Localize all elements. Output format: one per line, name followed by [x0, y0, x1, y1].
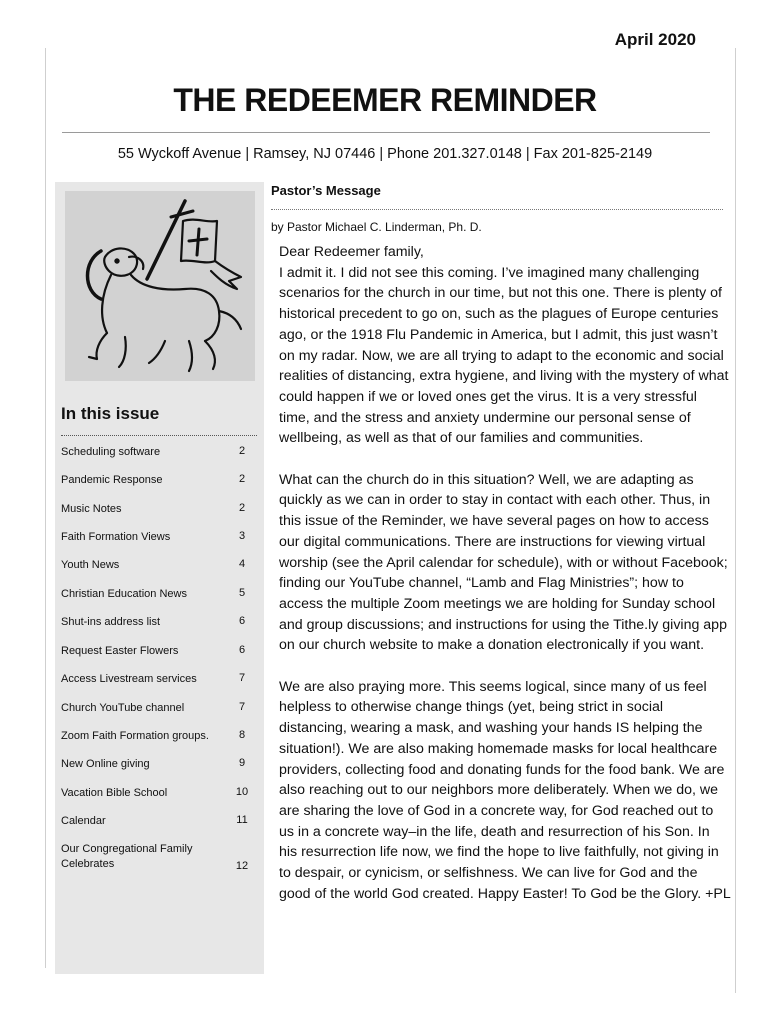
- toc-item-label: Vacation Bible School: [61, 787, 168, 799]
- toc-item[interactable]: [61, 814, 253, 829]
- toc-item[interactable]: [61, 502, 253, 517]
- toc-item[interactable]: [61, 786, 253, 801]
- toc-item-label: Shut-ins address list: [61, 616, 161, 628]
- toc-item[interactable]: [61, 615, 253, 630]
- toc-item-page: 2: [238, 473, 246, 485]
- toc-item-label: Faith Formation Views: [61, 531, 171, 543]
- toc-item[interactable]: [61, 842, 253, 872]
- toc-item[interactable]: [61, 672, 253, 687]
- toc-item-label: Request Easter Flowers: [61, 645, 179, 657]
- toc-item[interactable]: [61, 757, 253, 772]
- article-divider: [271, 209, 723, 210]
- toc-item-page: 7: [238, 701, 246, 713]
- toc-item-label: Church YouTube channel: [61, 702, 185, 714]
- toc-item-label: Music Notes: [61, 503, 122, 515]
- issue-date: April 2020: [614, 30, 696, 49]
- article-paragraph: We are also praying more. This seems logical, since many of us feel helpless to otherwise change things (yet, being strict in social distancing, wearing a mask, and washing your hands IS helping the situation!). We are also making homemade masks for local healthcare providers, collecting food and donating funds for the food bank. We are also reaching out to our neighbors more deliberately. When we do, we are sharing the love of God in a concrete way, for God reached out to us in a concrete way–in the life, death and resurrection of his Son. In his resurrection life now, we find the hope to live faithfully, not giving in to despair, or cynicism, or selfishness. We can live for God and the good of the world God created. Happy Easter! To God be the Glory. +PL: [279, 678, 731, 902]
- toc-divider: [61, 435, 257, 436]
- toc-item-label: Christian Education News: [61, 588, 187, 600]
- article-paragraph: What can the church do in this situation? Well, we are adapting as quickly as we can in order to stay in contact with each other. Thus, in this issue of the Reminder, we have several pages on how to access our digital communications. There are instructions for viewing virtual worship (see the April calendar for schedule), with or without Facebook; finding our YouTube channel, “Lamb and Flag Ministries”; how to access the multiple Zoom meetings we are holding for Sunday school and group discussions; and instructions for using the Tithe.ly giving app on our church website to make a donation electronically if you want.: [279, 471, 728, 654]
- toc-item[interactable]: [61, 644, 253, 659]
- toc-item[interactable]: [61, 558, 253, 573]
- newsletter-title: THE REDEEMER REMINDER: [173, 82, 597, 118]
- toc-item[interactable]: [61, 701, 253, 716]
- toc-heading: In this issue: [61, 404, 160, 423]
- toc-item-label: Scheduling software: [61, 446, 161, 458]
- sidebar: [55, 182, 264, 974]
- toc-item-page: 3: [238, 530, 246, 542]
- toc-item[interactable]: [61, 445, 253, 460]
- toc-item[interactable]: [61, 587, 253, 602]
- toc-item-label: Calendar: [61, 815, 106, 827]
- toc-item-page: 12: [235, 860, 249, 872]
- toc-item-label: Youth News: [61, 559, 120, 571]
- toc-item-page: 11: [236, 814, 248, 826]
- toc-item-page: 5: [238, 587, 246, 599]
- toc-item[interactable]: [61, 530, 253, 545]
- toc-item-label: Our Congregational Family Celebrates: [61, 843, 193, 870]
- article-paragraph: Dear Redeemer family, I admit it. I did not see this coming. I’ve imagined many challenging scenarios for the church in our time, but not this one. There is plenty of historical precedent to go on, such as the plagues of Europe centuries ago, or the 1918 Flu Pandemic in America, but I admit, this just wasn’t on my radar. Now, we are all trying to adapt to the economic and social realities of distancing, extra hygiene, and living with the mystery of what could happen if we or loved ones get the virus. It is a very stressful time, and the stress and anxiety undermine our personal sense of wellbeing, as well as that of our families and communities.: [279, 244, 729, 447]
- toc-item-page: 10: [235, 786, 249, 798]
- toc-item-page: 2: [238, 502, 246, 514]
- left-margin-line: [45, 48, 46, 968]
- toc-item-label: Access Livestream services: [61, 673, 197, 685]
- toc-item-page: 6: [238, 644, 246, 656]
- toc-item-page: 6: [238, 615, 246, 627]
- toc-item-label: Zoom Faith Formation groups.: [61, 730, 209, 742]
- toc-item[interactable]: [61, 729, 253, 744]
- toc-item[interactable]: [61, 473, 253, 488]
- toc-item-page: 4: [238, 558, 246, 570]
- toc-item-page: 8: [238, 729, 246, 741]
- toc-item-label: Pandemic Response: [61, 474, 163, 486]
- toc-item-page: 7: [238, 672, 246, 684]
- article-heading: Pastor’s Message: [271, 183, 381, 198]
- church-address: 55 Wyckoff Avenue | Ramsey, NJ 07446 | Phone 201.327.0148 | Fax 201-825-2149: [117, 146, 653, 162]
- article-byline: by Pastor Michael C. Linderman, Ph. D.: [271, 220, 482, 234]
- article-body: [279, 242, 731, 925]
- toc-item-label: New Online giving: [61, 758, 150, 770]
- right-margin-line: [735, 48, 736, 993]
- title-divider: [62, 132, 710, 133]
- toc-item-page: 9: [238, 757, 246, 769]
- lamb-and-flag-icon: [65, 191, 255, 381]
- toc-item-page: 2: [238, 445, 246, 457]
